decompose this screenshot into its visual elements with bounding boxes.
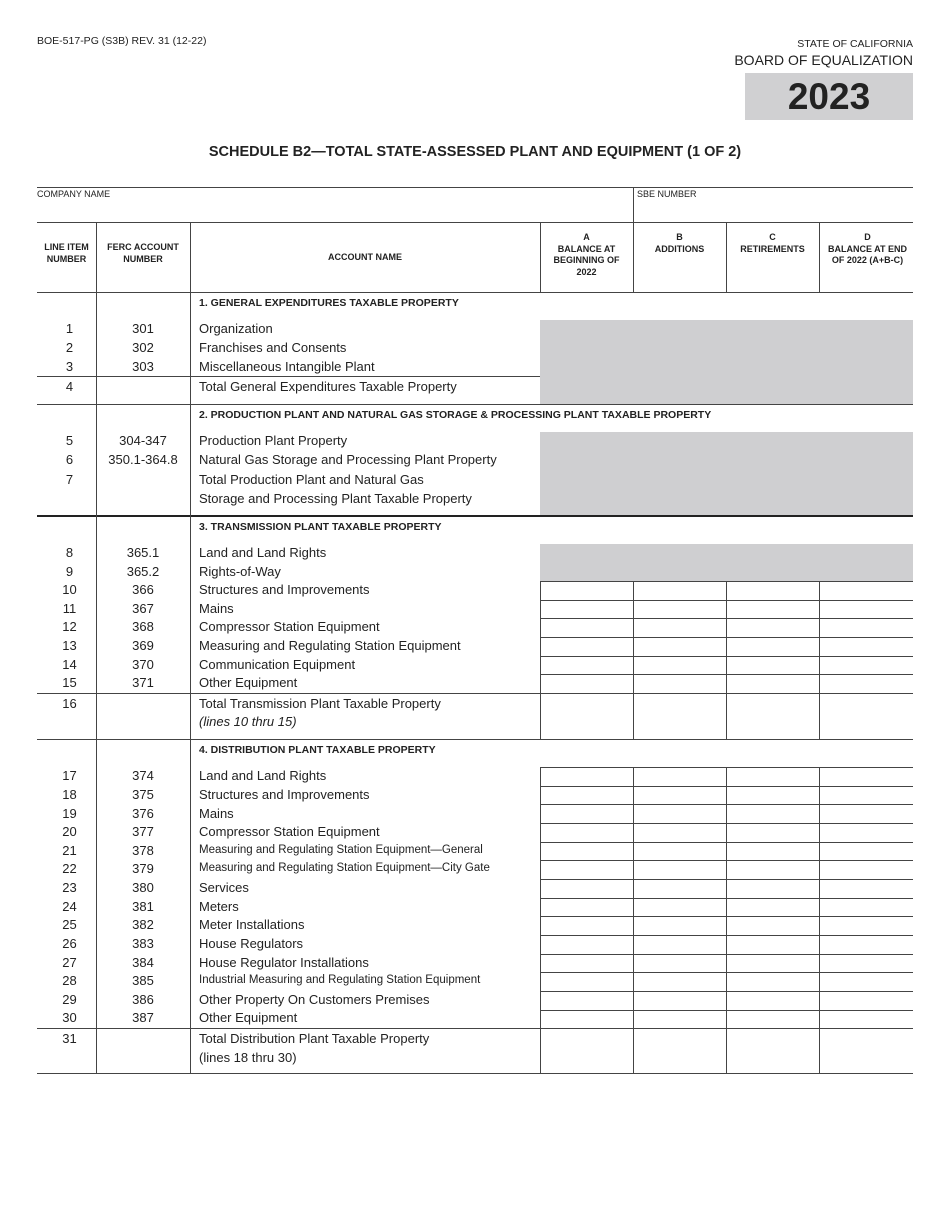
- ferc-number: 387: [132, 1010, 154, 1025]
- divider: [726, 581, 727, 739]
- divider: [37, 515, 913, 517]
- line-number: 30: [62, 1010, 77, 1025]
- divider: [540, 581, 913, 582]
- ferc-number: 376: [132, 806, 154, 821]
- line-number: 27: [62, 955, 77, 970]
- divider: [540, 860, 913, 861]
- ferc-number: 383: [132, 936, 154, 951]
- ferc-number: 375: [132, 787, 154, 802]
- account-name: Other Property On Customers Premises: [199, 992, 430, 1007]
- line-number: 19: [62, 806, 77, 821]
- col-b-letter: B: [676, 232, 683, 242]
- ferc-number: 368: [132, 619, 154, 634]
- line-number: 14: [62, 657, 77, 672]
- section-heading-transmission: 3. TRANSMISSION PLANT TAXABLE PROPERTY: [199, 521, 442, 533]
- ferc-number: 371: [132, 675, 154, 690]
- line-number: 9: [65, 564, 74, 579]
- divider: [540, 842, 913, 843]
- ferc-number: 380: [132, 880, 154, 895]
- col-c-letter: C: [769, 232, 776, 242]
- divider: [540, 767, 913, 768]
- line-number: 18: [62, 787, 77, 802]
- shaded-area: [540, 432, 913, 516]
- ferc-number: 303: [132, 359, 154, 374]
- divider: [633, 187, 634, 223]
- account-name: Total Transmission Plant Taxable Property: [199, 696, 441, 711]
- ferc-number: 369: [132, 638, 154, 653]
- col-header-account: ACCOUNT NAME: [328, 252, 402, 262]
- col-header-b: [636, 232, 723, 255]
- account-name: Mains: [199, 806, 234, 821]
- divider: [37, 1073, 913, 1074]
- account-name: Miscellaneous Intangible Plant: [199, 359, 375, 374]
- divider: [37, 222, 913, 223]
- ferc-number: 301: [132, 321, 154, 336]
- account-name: Rights-of-Way: [199, 564, 281, 579]
- col-d-letter: D: [864, 232, 871, 242]
- divider: [37, 376, 540, 377]
- account-name: Structures and Improvements: [199, 787, 370, 802]
- account-name: Total Production Plant and Natural Gas: [199, 472, 424, 487]
- divider: [633, 581, 634, 739]
- account-name: Other Equipment: [199, 1010, 298, 1025]
- line-number: 21: [62, 843, 77, 858]
- divider: [540, 656, 913, 657]
- ferc-number: 377: [132, 824, 154, 839]
- line-number: 26: [62, 936, 77, 951]
- account-name: Measuring and Regulating Station Equipment: [199, 638, 461, 653]
- divider: [540, 767, 541, 1073]
- account-name: Meter Installations: [199, 917, 305, 932]
- account-name: Compressor Station Equipment: [199, 619, 380, 634]
- line-number: 25: [62, 917, 77, 932]
- divider: [819, 767, 820, 1073]
- divider: [540, 991, 913, 992]
- divider: [540, 222, 541, 292]
- account-name: Structures and Improvements: [199, 582, 370, 597]
- col-b-label: ADDITIONS: [654, 243, 705, 254]
- section-heading-production: 2. PRODUCTION PLANT AND NATURAL GAS STORAGE & PROCESSING PLANT TAXABLE PROPERTY: [199, 409, 712, 421]
- divider: [190, 222, 191, 1073]
- line-number: 17: [62, 768, 77, 783]
- line-number: 5: [65, 433, 74, 448]
- company-name-label: COMPANY NAME: [37, 189, 111, 199]
- line-number: 4: [65, 379, 74, 394]
- ferc-number: 365.1: [126, 545, 160, 560]
- col-a-label: BALANCE AT BEGINNING OF 2022: [553, 243, 620, 277]
- divider: [540, 786, 913, 787]
- section-heading-distribution: 4. DISTRIBUTION PLANT TAXABLE PROPERTY: [199, 744, 436, 756]
- divider: [540, 581, 541, 739]
- divider: [37, 1028, 913, 1029]
- account-name: Measuring and Regulating Station Equipment—General: [199, 844, 483, 856]
- form-number: BOE-517-PG (S3B) REV. 31 (12-22): [37, 35, 207, 47]
- line-number: 12: [62, 619, 77, 634]
- col-a-letter: A: [583, 232, 590, 242]
- col-header-line: LINE ITEM NUMBER: [44, 242, 89, 264]
- divider: [540, 916, 913, 917]
- col-header-d: [822, 232, 913, 267]
- shaded-area: [540, 544, 913, 581]
- line-number: 20: [62, 824, 77, 839]
- line-number: 10: [62, 582, 77, 597]
- line-number: 8: [65, 545, 74, 560]
- divider: [540, 972, 913, 973]
- account-name: Services: [199, 880, 249, 895]
- line-number: 16: [62, 696, 77, 711]
- ferc-number: 381: [132, 899, 154, 914]
- account-name: Total Distribution Plant Taxable Property: [199, 1031, 430, 1046]
- ferc-number: 374: [132, 768, 154, 783]
- divider: [540, 935, 913, 936]
- divider: [540, 823, 913, 824]
- ferc-number: 370: [132, 657, 154, 672]
- col-header-ferc: FERC ACCOUNT NUMBER: [107, 242, 179, 264]
- divider: [37, 404, 913, 405]
- ferc-number: 379: [132, 861, 154, 876]
- ferc-number: 367: [132, 601, 154, 616]
- line-number: 2: [65, 340, 74, 355]
- ferc-number: 384: [132, 955, 154, 970]
- shaded-area: [540, 320, 913, 404]
- line-number: 3: [65, 359, 74, 374]
- divider: [819, 222, 820, 292]
- divider: [540, 879, 913, 880]
- divider: [819, 581, 820, 739]
- section-heading-general: 1. GENERAL EXPENDITURES TAXABLE PROPERTY: [199, 297, 459, 309]
- company-name-field[interactable]: [37, 200, 631, 222]
- divider: [540, 898, 913, 899]
- divider: [540, 1010, 913, 1011]
- account-name: Production Plant Property: [199, 433, 348, 448]
- schedule-title: SCHEDULE B2—TOTAL STATE-ASSESSED PLANT AND EQUIPMENT (1 OF 2): [208, 144, 742, 160]
- account-name: House Regulators: [199, 936, 304, 951]
- col-c-label: RETIREMENTS: [740, 243, 805, 254]
- ferc-number: 365.2: [126, 564, 160, 579]
- year-box: 2023: [745, 73, 913, 120]
- divider: [540, 637, 913, 638]
- account-name: Other Equipment: [199, 675, 298, 690]
- account-name: Land and Land Rights: [199, 545, 327, 560]
- line-number: 6: [65, 452, 74, 467]
- ferc-number: 302: [132, 340, 154, 355]
- account-name: Total General Expenditures Taxable Property: [199, 379, 457, 394]
- divider: [633, 767, 634, 1073]
- account-name: Franchises and Consents: [199, 340, 347, 355]
- line-number: 7: [65, 472, 74, 487]
- divider: [540, 600, 913, 601]
- ferc-number: 366: [132, 582, 154, 597]
- ferc-number: 304-347: [119, 433, 167, 448]
- line-number: 31: [62, 1031, 77, 1046]
- col-header-a: [544, 232, 629, 278]
- divider: [540, 618, 913, 619]
- divider: [726, 767, 727, 1073]
- divider: [633, 222, 634, 292]
- divider: [37, 693, 913, 694]
- divider: [726, 222, 727, 292]
- line-number: 29: [62, 992, 77, 1007]
- account-name: House Regulator Installations: [199, 955, 369, 970]
- account-name: Communication Equipment: [199, 657, 356, 672]
- ferc-number: 378: [132, 843, 154, 858]
- col-header-c: [729, 232, 816, 255]
- line-number: 13: [62, 638, 77, 653]
- divider: [540, 804, 913, 805]
- col-d-label: BALANCE AT END OF 2022 (A+B-C): [828, 243, 907, 265]
- board-label: BOARD OF EQUALIZATION: [734, 52, 913, 68]
- account-name: Organization: [199, 321, 273, 336]
- account-name: Measuring and Regulating Station Equipment—City Gate: [199, 862, 490, 874]
- ferc-number: 382: [132, 917, 154, 932]
- sbe-number-field[interactable]: [637, 200, 911, 222]
- ferc-number: 386: [132, 992, 154, 1007]
- account-name-line2: Storage and Processing Plant Taxable Property: [199, 491, 472, 506]
- sbe-number-label: SBE NUMBER: [637, 189, 697, 199]
- line-number: 11: [62, 601, 77, 616]
- account-name: Compressor Station Equipment: [199, 824, 380, 839]
- line-number: 22: [62, 861, 77, 876]
- account-name: Mains: [199, 601, 234, 616]
- line-number: 1: [65, 321, 74, 336]
- account-name: Natural Gas Storage and Processing Plant Property: [199, 452, 497, 467]
- account-name: Meters: [199, 899, 239, 914]
- account-name: Industrial Measuring and Regulating Station Equipment: [199, 974, 481, 986]
- line-number: 23: [62, 880, 77, 895]
- divider: [540, 674, 913, 675]
- line-number: 28: [62, 973, 77, 988]
- ferc-number: 350.1-364.8: [108, 452, 178, 467]
- state-label: STATE OF CALIFORNIA: [797, 38, 913, 50]
- divider: [37, 187, 913, 188]
- divider: [37, 739, 913, 740]
- divider: [37, 292, 913, 293]
- account-name: Land and Land Rights: [199, 768, 327, 783]
- divider: [540, 954, 913, 955]
- account-name-line2: (lines 10 thru 15): [199, 714, 297, 729]
- ferc-number: 385: [132, 973, 154, 988]
- account-name-line2: (lines 18 thru 30): [199, 1050, 297, 1065]
- line-number: 24: [62, 899, 77, 914]
- line-number: 15: [62, 675, 77, 690]
